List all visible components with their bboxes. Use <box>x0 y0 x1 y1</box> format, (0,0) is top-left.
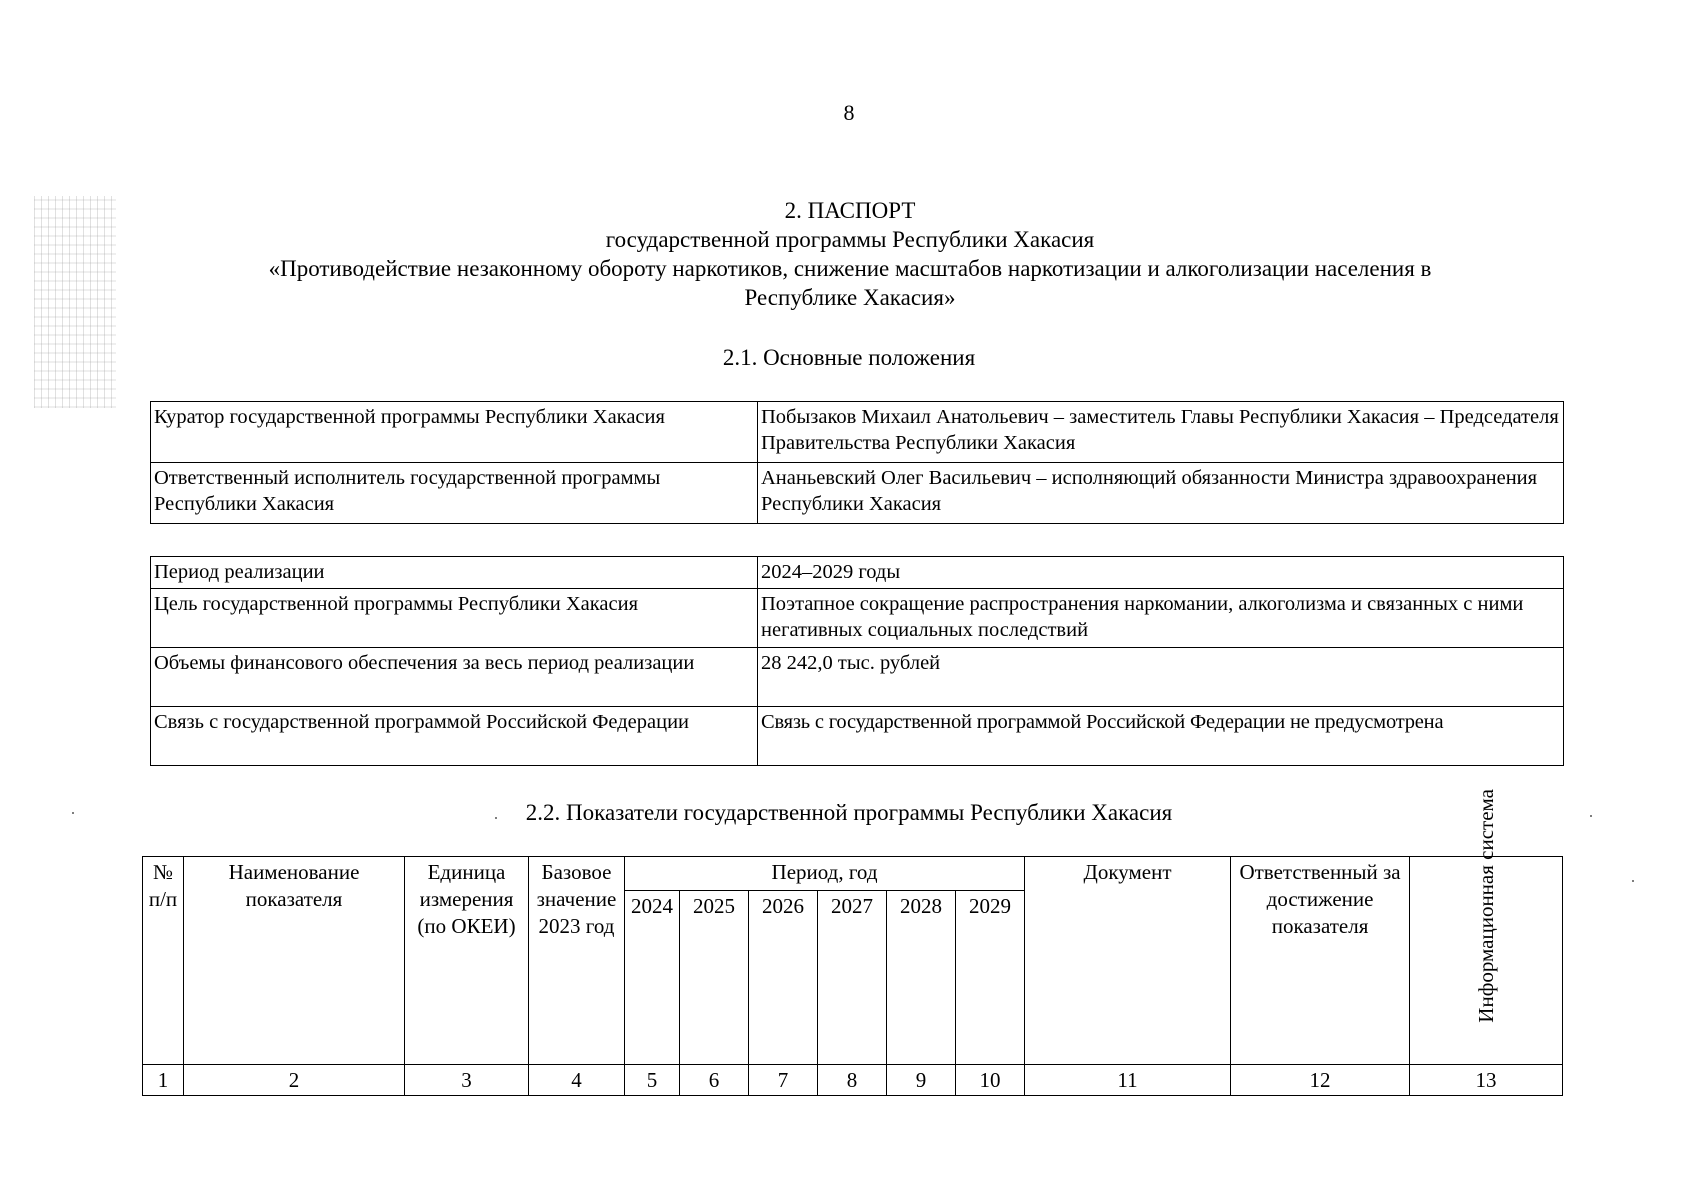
title-line-2: государственной программы Республики Хакасия <box>605 227 1095 252</box>
header-year: 2026 <box>749 891 818 1065</box>
table-row <box>151 402 1564 463</box>
header-num: № п/п <box>143 857 184 1065</box>
column-number: 11 <box>1025 1065 1231 1096</box>
row-label: Цель государственной программы Республики Хакасия <box>151 589 758 648</box>
table-row <box>151 589 1564 648</box>
title-line-3: «Противодействие незаконному обороту наркотиков, снижение масштабов наркотизации и алкоголизации населения в <box>268 256 1432 281</box>
responsibility-table <box>150 401 1564 524</box>
column-number: 4 <box>529 1065 625 1096</box>
table-row <box>151 707 1564 766</box>
header-year: 2025 <box>680 891 749 1065</box>
row-value: Поэтапное сокращение распространения наркомании, алкоголизма и связанных с ними негативных социальных последствий <box>758 589 1564 648</box>
column-number: 7 <box>749 1065 818 1096</box>
header-info-system <box>1410 789 1563 1065</box>
scan-speck <box>1632 880 1634 882</box>
page-number: 8 <box>843 100 855 125</box>
title-line-4: Республике Хакасия» <box>744 285 956 310</box>
title-line-1: 2. ПАСПОРТ <box>784 198 916 223</box>
passport-title <box>180 196 1520 312</box>
header-info-system-label: Информационная система <box>1474 789 1499 1023</box>
scan-stamp-artifact <box>34 196 116 408</box>
column-number: 13 <box>1410 1065 1563 1096</box>
row-value: Связь с государственной программой Российской Федерации не предусмотрена <box>758 707 1564 766</box>
header-unit: Единица измерения (по ОКЕИ) <box>405 857 529 1065</box>
section-title-indicators: 2.2. Показатели государственной программы Республики Хакасия <box>525 800 1173 825</box>
row-label: Период реализации <box>151 557 758 589</box>
column-number: 9 <box>887 1065 956 1096</box>
row-label: Ответственный исполнитель государственной программы Республики Хакасия <box>151 463 758 524</box>
column-number-row <box>143 1065 1563 1096</box>
header-year: 2027 <box>818 891 887 1065</box>
column-number: 6 <box>680 1065 749 1096</box>
header-year: 2029 <box>956 891 1025 1065</box>
header-period: Период, год <box>625 857 1025 891</box>
section-title-basic-provisions: 2.1. Основные положения <box>722 345 976 370</box>
table-row <box>151 557 1564 589</box>
passport-table <box>150 556 1564 766</box>
column-number: 8 <box>818 1065 887 1096</box>
row-value: 28 242,0 тыс. рублей <box>758 648 1564 707</box>
header-year: 2028 <box>887 891 956 1065</box>
column-number: 1 <box>143 1065 184 1096</box>
column-number: 12 <box>1231 1065 1410 1096</box>
header-base-value: Базовое значение 2023 год <box>529 857 625 1065</box>
row-label: Куратор государственной программы Республики Хакасия <box>151 402 758 463</box>
column-number: 10 <box>956 1065 1025 1096</box>
header-row <box>143 857 1563 891</box>
row-value: Побызаков Михаил Анатольевич – заместитель Главы Республики Хакасия – Председателя Правительства Республики Хакасия <box>758 402 1564 463</box>
header-year: 2024 <box>625 891 680 1065</box>
row-value: 2024–2029 годы <box>758 557 1564 589</box>
column-number: 5 <box>625 1065 680 1096</box>
header-name: Наименование показателя <box>184 857 405 1065</box>
table-row <box>151 648 1564 707</box>
row-label: Объемы финансового обеспечения за весь период реализации <box>151 648 758 707</box>
row-label: Связь с государственной программой Российской Федерации <box>151 707 758 766</box>
table-row <box>151 463 1564 524</box>
row-value: Ананьевский Олег Васильевич – исполняющий обязанности Министра здравоохранения Республики Хакасия <box>758 463 1564 524</box>
header-responsible: Ответственный за достижение показателя <box>1231 857 1410 1065</box>
column-number: 2 <box>184 1065 405 1096</box>
column-number: 3 <box>405 1065 529 1096</box>
header-document: Документ <box>1025 857 1231 1065</box>
